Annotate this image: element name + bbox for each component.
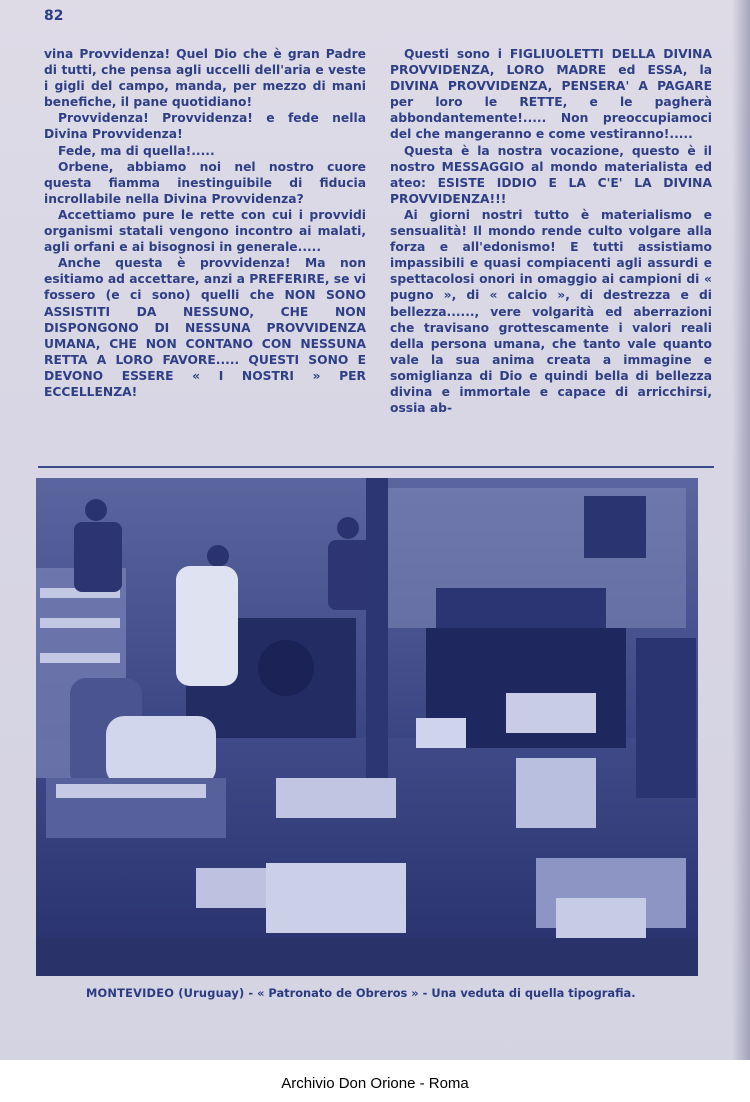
paragraph: Questi sono i FIGLIUOLETTI DELLA DIVINA PROVVIDENZA, LORO MADRE ed ESSA, la DIVINA PROVVIDENZA, PENSERA' A PAGARE per loro le RETTE, e le pagherà abbondantemente!..... Non preoccupiamoci del che mangeranno e come vestiranno!..... <box>390 47 712 142</box>
paragraph: Accettiamo pure le rette con cui i provvidi organismi statali vengono incontro ai malati, agli orfani e ai bisognosi in generale..... <box>44 207 366 255</box>
workshop-photo <box>36 478 698 976</box>
photo-caption <box>86 986 696 1000</box>
text-column-right <box>390 46 712 416</box>
archive-footer: Archivio Don Orione - Roma <box>0 1060 750 1102</box>
paragraph: Ai giorni nostri tutto è materialismo e sensualità! Il mondo rende culto volgare alla forza e all'edonismo! E tutti assistiamo impassibili e quasi compiacenti agli assurdi e spettacolosi onori in omaggio ai campioni di « pugno », di « calcio », di destrezza e di bellezza......, vere volgarità ed aberrazioni che travisano grottescamente i valori reali della persona umana, che tanto vale quanto vale la sua anima creata a immagine e somiglianza di Dio e quindi bella di bellezza divina e immortale e capace di arricchirsi, ossia ab- <box>390 207 712 416</box>
section-divider <box>38 466 714 468</box>
caption-text: - « Patronato de Obreros » - Una veduta di quella tipografia. <box>244 986 636 1000</box>
paragraph: Fede, ma di quella!..... <box>58 143 215 158</box>
caption-location: MONTEVIDEO (Uruguay) <box>86 986 245 1000</box>
paragraph: Anche questa è provvidenza! Ma non esitiamo ad accettare, anzi a PREFERIRE, se vi fossero (e ci sono) quelli che NON SONO ASSISTITI DA NESSUNO, CHE NON DISPONGONO DI NESSUNA PROVVIDENZA UMANA, CHE NON CONTANO CON NESSUNA RETTA A LORO FAVORE..... QUESTI SONO E DEVONO ESSERE « I NOSTRI » PER ECCELLENZA! <box>44 256 366 399</box>
paragraph: Provvidenza! Provvidenza! e fede nella Divina Provvidenza! <box>44 111 366 142</box>
text-column-left <box>44 46 366 400</box>
paragraph: vina Provvidenza! Quel Dio che è gran Padre di tutti, che pensa agli uccelli dell'aria e veste i gigli del campo, manda, per mezzo di mani benefiche, il pane quotidiano! <box>44 47 366 110</box>
page-edge-shadow <box>732 0 750 1060</box>
paragraph: Orbene, abbiamo noi nel nostro cuore questa fiamma inestinguibile di fiducia incrollabile nella Divina Provvidenza? <box>44 159 366 206</box>
page-number: 82 <box>44 8 64 24</box>
paragraph: Questa è la nostra vocazione, questo è il nostro MESSAGGIO al mondo materialista ed ateo: ESISTE IDDIO E LA C'E' LA DIVINA PROVVIDENZA!!! <box>390 143 712 206</box>
print-shop-illustration <box>36 478 698 976</box>
